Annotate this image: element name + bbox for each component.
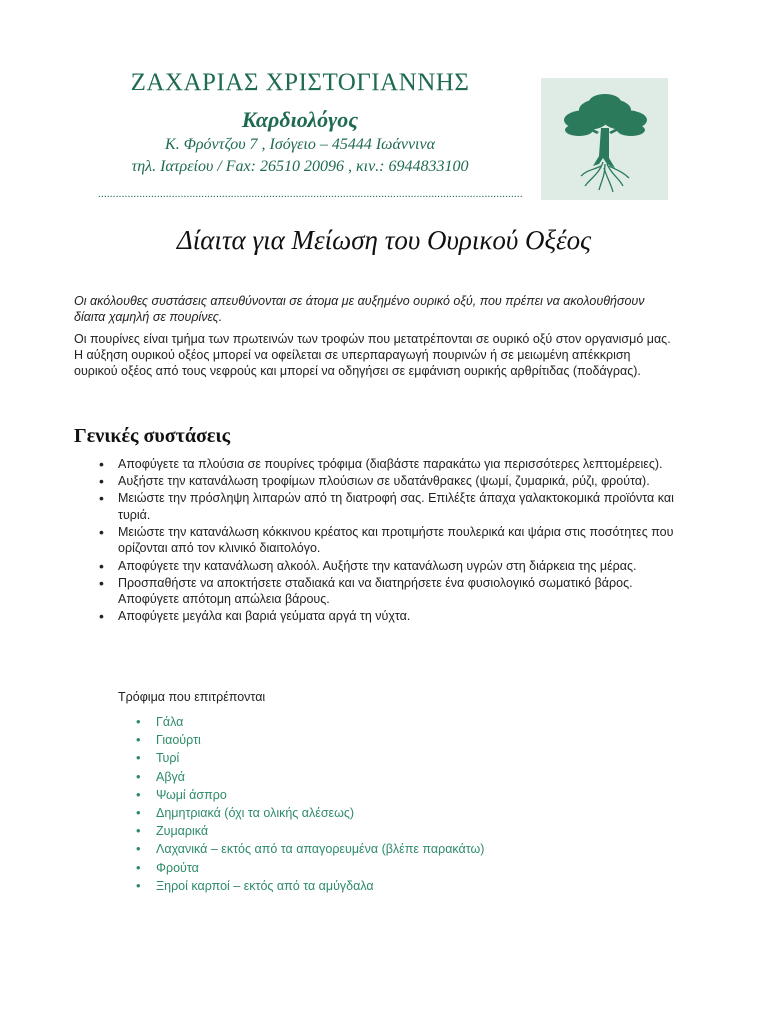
list-item: • Αυξήστε την κατανάλωση τροφίμων πλούσιων σε υδατάνθρακες (ψωμί, ζυμαρικά, ρύζι, φρούτα). (102, 473, 674, 490)
list-item: • Μειώστε την πρόσληψη λιπαρών από τη διατροφή σας. Επιλέξτε άπαχα γαλακτοκομικά προϊόντα και τυριά. (102, 490, 674, 523)
page-title: Δίαιτα για Μείωση του Ουρικού Οξέος (176, 225, 592, 255)
letterhead (60, 68, 540, 178)
clinic-phones: τηλ. Ιατρείου / Fax: 26510 20096 , κιν.: 6944833100 (131, 158, 469, 175)
doctor-specialty: Καρδιολόγος (241, 107, 359, 132)
list-item: • Αβγά (136, 768, 556, 786)
intro-text: Οι ακόλουθες συστάσεις απευθύνονται σε άτομα με αυξημένο ουρικό οξύ, που πρέπει να ακολουθήσουν δίαιτα χαμηλή σε πουρίνες. (74, 294, 645, 324)
logo (541, 78, 668, 200)
list-item: • Φρούτα (136, 859, 556, 877)
allowed-foods-heading: Τρόφιμα που επιτρέπονται (118, 690, 266, 704)
list-item: • Προσπαθήστε να αποκτήσετε σταδιακά και να διατηρήσετε ένα φυσιολογικό σωματικό βάρος. Αποφύγετε απότομη απώλεια βάρους. (102, 575, 674, 608)
list-item: • Αποφύγετε μεγάλα και βαριά γεύματα αργά τη νύχτα. (102, 608, 674, 625)
doctor-name: ΖΑΧΑΡΙΑΣ ΧΡΙΣΤΟΓΙΑΝΝΗΣ (130, 69, 470, 96)
allowed-foods-list (136, 713, 556, 895)
general-recommendations-heading: Γενικές συστάσεις (74, 425, 231, 447)
list-item: • Δημητριακά (όχι τα ολικής αλέσεως) (136, 804, 556, 822)
list-item: • Μειώστε την κατανάλωση κόκκινου κρέατος και προτιμήστε πουλερικά και ψάρια στις ποσότητες που ορίζονται από τον κλινικό διαιτολόγο. (102, 524, 674, 557)
clinic-address: Κ. Φρόντζου 7 , Ισόγειο – 45444 Ιωάννινα (165, 136, 435, 153)
recommendations-list (102, 456, 674, 625)
tree-icon (541, 78, 668, 200)
list-item: • Αποφύγετε την κατανάλωση αλκοόλ. Αυξήστε την κατανάλωση υγρών στη διάρκεια της μέρας. (102, 558, 674, 575)
list-item: • Αποφύγετε τα πλούσια σε πουρίνες τρόφιμα (διαβάστε παρακάτω για περισσότερες λεπτομέρειες). (102, 456, 674, 473)
list-item: • Ζυμαρικά (136, 822, 556, 840)
list-item: • Ξηροί καρποί – εκτός από τα αμύγδαλα (136, 877, 556, 895)
list-item: • Γάλα (136, 713, 556, 731)
header-separator: ................................................................................................................................................ (98, 190, 523, 198)
purines-paragraph: Οι πουρίνες είναι τμήμα των πρωτεινών των τροφών που μετατρέπονται σε ουρικό οξύ στον οργανισμό μας. Η αύξηση ουρικού οξέος μπορεί να οφείλεται σε υπερπαραγωγή πουρινών ή σε μειωμένη απέκκριση ουρικού οξέος από τους νεφρούς και μπορεί να οδηγήσει σε εμφάνιση ουρικής αρθρίτιδας (ποδάγρας). (74, 332, 671, 378)
list-item: • Τυρί (136, 749, 556, 767)
list-item: • Λαχανικά – εκτός από τα απαγορευμένα (βλέπε παρακάτω) (136, 840, 556, 858)
list-item: • Ψωμί άσπρο (136, 786, 556, 804)
list-item: • Γιαούρτι (136, 731, 556, 749)
